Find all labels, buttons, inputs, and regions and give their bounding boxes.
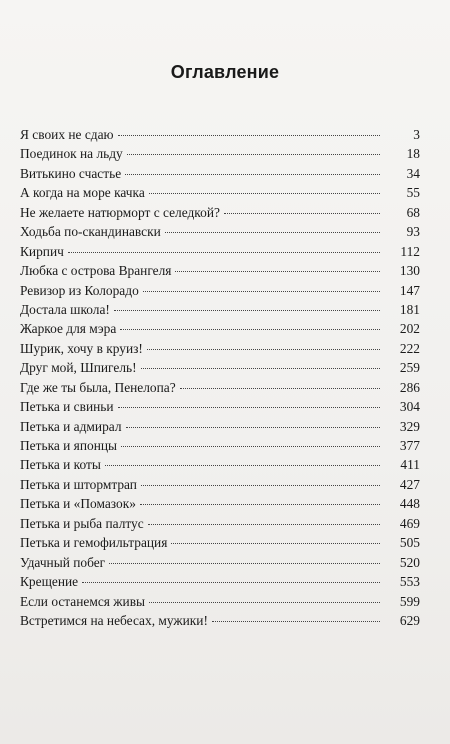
dot-leader [140,504,380,505]
toc-entry-title: Петька и рыба палтус [20,515,144,531]
toc-entry-page-number: 181 [399,301,420,317]
dot-leader [143,291,380,292]
toc-entry-page-number: 520 [399,554,420,570]
toc-entry [20,436,420,455]
toc-entry-title: Петька и гемофильтрация [20,535,168,551]
toc-entry [20,339,420,358]
toc-entry-title: Любка с острова Врангеля [20,263,172,279]
dot-leader [147,349,380,350]
dot-leader [148,524,380,525]
toc-entry-page-number: 377 [399,438,420,453]
dot-leader [120,329,380,330]
table-of-contents [20,125,420,630]
toc-entry-title: Поединок на льду [20,146,123,162]
toc-entry [20,183,420,202]
page-title: Оглавление [170,62,280,82]
toc-entry-title: Если останемся живы [20,593,146,609]
toc-entry-title: Петька и адмирал [20,418,122,434]
dot-leader [224,213,380,214]
toc-entry-title: Петька и «Помазок» [20,496,136,512]
toc-entry-title: Петька и свиньи [20,399,114,415]
toc-entry [20,378,420,397]
dot-leader [82,582,380,583]
toc-entry-title: Друг мой, Шпигель! [20,360,137,376]
toc-entry-title: Петька и коты [20,457,101,473]
toc-entry-title: Ходьба по-скандинавски [20,224,161,240]
dot-leader [109,563,380,564]
toc-entry-page-number: 553 [399,574,420,590]
toc-entry-title: Кирпич [20,243,64,259]
toc-entry-page-number: 427 [399,476,420,492]
toc-entry-page-number: 448 [399,496,420,512]
toc-entry-page-number: 505 [399,535,420,551]
toc-entry-page-number: 202 [399,321,420,337]
toc-entry [20,455,420,474]
toc-entry-page-number: 147 [399,282,420,298]
toc-entry [20,514,420,533]
toc-entry-title: Петька и японцы [20,438,118,453]
toc-entry-title: Достала школа! [20,301,110,317]
toc-entry [20,533,420,552]
toc-entry-page-number: 55 [406,185,420,201]
toc-entry [20,553,420,572]
toc-entry-page-number: 304 [399,399,420,415]
dot-leader [180,388,380,389]
toc-entry-page-number: 469 [399,515,420,531]
toc-entry [20,281,420,300]
toc-entry-page-number: 599 [399,593,420,609]
toc-entry [20,417,420,436]
toc-entry-title: Петька и штормтрап [20,476,137,492]
toc-entry [20,397,420,416]
toc-entry [20,222,420,241]
dot-leader [149,602,380,603]
toc-entry-page-number: 286 [399,379,420,395]
toc-entry [20,572,420,591]
toc-entry-page-number: 329 [399,418,420,434]
toc-entry-title: А когда на море качка [20,185,145,201]
toc-entry [20,358,420,377]
dot-leader [175,271,380,272]
toc-entry [20,203,420,222]
toc-entry-page-number: 259 [399,360,420,376]
toc-entry-title: Не желаете натюрморт с селедкой? [20,204,220,220]
toc-entry-title: Удачный побег [20,554,106,570]
dot-leader [149,193,380,194]
dot-leader [125,174,380,175]
dot-leader [114,310,380,311]
toc-entry-title: Крещение [20,574,79,590]
toc-entry [20,494,420,513]
toc-entry-title: Встретимся на небесах, мужики! [20,612,208,628]
toc-entry [20,319,420,338]
toc-entry-title: Ревизор из Колорадо [20,282,139,298]
toc-entry [20,300,420,319]
toc-entry-page-number: 3 [413,127,420,142]
toc-entry [20,242,420,261]
toc-entry-title: Витькино счастье [20,165,122,181]
dot-leader [165,232,380,233]
toc-entry [20,125,420,144]
dot-leader [126,427,380,428]
toc-entry [20,475,420,494]
dot-leader [212,621,380,622]
toc-entry-page-number: 112 [400,243,420,259]
toc-entry-page-number: 222 [399,340,420,356]
toc-entry-page-number: 130 [399,263,420,279]
toc-entry-page-number: 18 [406,146,420,162]
toc-entry-page-number: 93 [406,224,420,240]
toc-entry-title: Я своих не сдаю [20,127,114,142]
dot-leader [141,485,380,486]
toc-entry-page-number: 34 [406,165,420,181]
toc-entry [20,164,420,183]
dot-leader [121,446,380,447]
dot-leader [68,252,380,253]
toc-entry [20,611,420,630]
dot-leader [118,135,380,136]
toc-entry [20,592,420,611]
toc-entry-page-number: 68 [406,204,420,220]
dot-leader [127,154,380,155]
dot-leader [141,368,380,369]
toc-entry-title: Шурик, хочу в круиз! [20,340,143,356]
toc-entry-page-number: 411 [400,457,420,473]
toc-entry [20,261,420,280]
toc-entry [20,144,420,163]
dot-leader [118,407,380,408]
dot-leader [105,465,380,466]
toc-entry-page-number: 629 [399,612,420,628]
toc-entry-title: Где же ты была, Пенелопа? [20,379,176,395]
dot-leader [171,543,380,544]
toc-entry-title: Жаркое для мэра [20,321,117,337]
